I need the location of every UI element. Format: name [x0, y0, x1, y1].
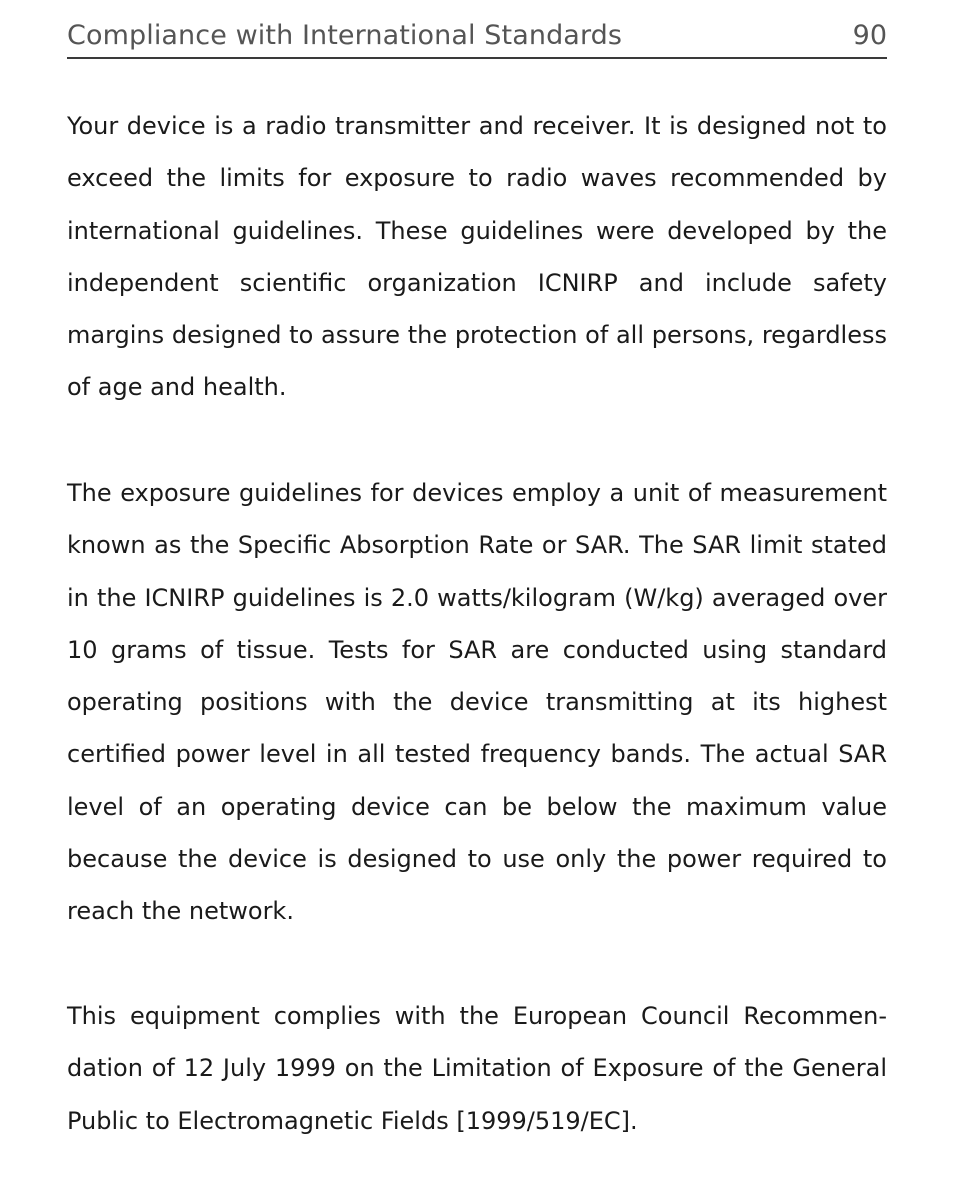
paragraph-sar-guidelines: The exposure guidelines for devices employ a unit of measurement known as the Specific Absorption Rate or SAR. The SAR limit stated in the ICNIRP guidelines is 2.0 watts/kilogram (W/kg) averaged over 10 grams of tissue. Tests for SAR are conducted using standard operating positions with the device transmitting at its highest certified power level in all tested frequency bands. The actual SAR level of an operating device can be below the maximum value because the device is designed to use only the power required to reach the network. — [67, 479, 887, 926]
section-title: Compliance with International Standards — [67, 20, 623, 51]
page-header — [67, 0, 887, 59]
paragraph-radio-transmitter: Your device is a radio transmitter and receiver. It is designed not to exceed the limits for exposure to radio waves recommended by international guidelines. These guidelines were developed by the independent scientific organization ICNIRP and include safety margins designed to assure the protection of all persons, regardless of age and health. — [67, 112, 887, 402]
paragraph-eu-compliance: This equipment complies with the European Council Recommendation of 12 July 1999 on the Limitation of Exposure of the General Public to Electromagnetic Fields [1999/519/EC]. — [67, 1002, 887, 1135]
page-number: 90 — [852, 20, 887, 51]
document-page — [67, 0, 887, 1135]
